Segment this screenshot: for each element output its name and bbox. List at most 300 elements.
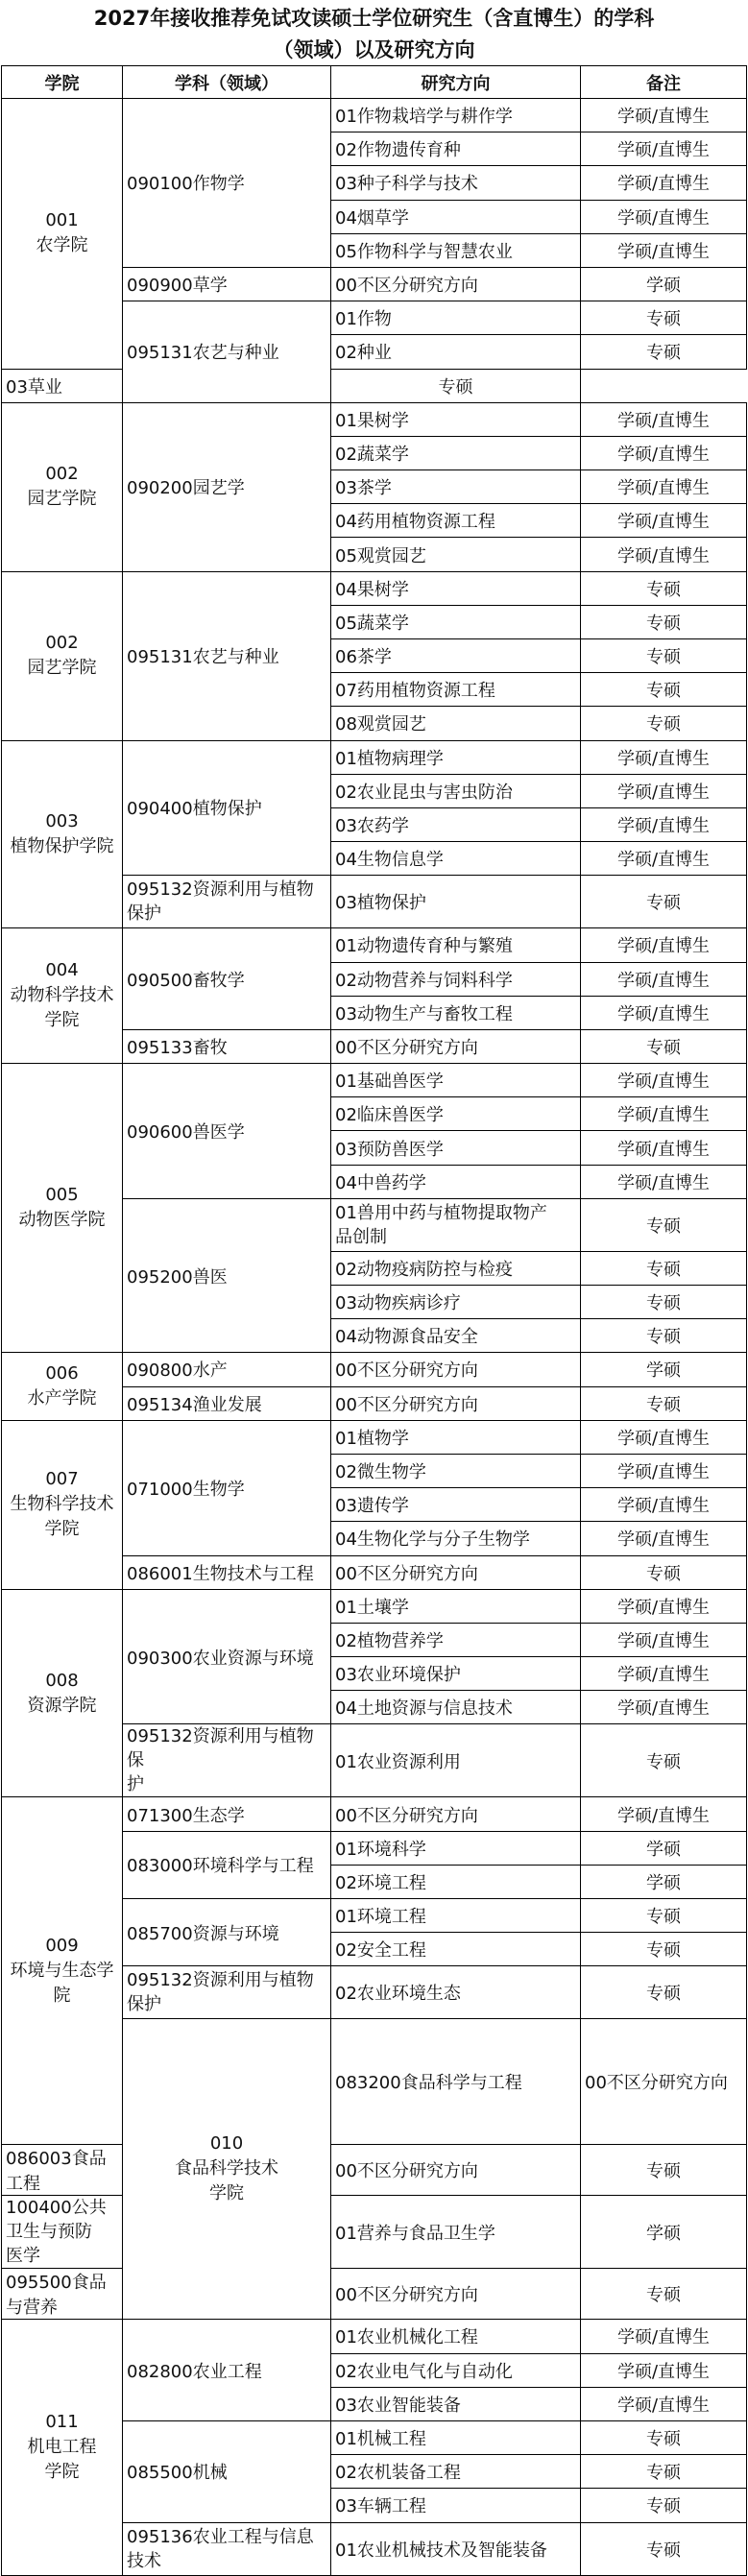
cell-text: 学硕/直博生	[616, 1630, 711, 1651]
cell-text: 机电工程	[27, 2436, 97, 2457]
cell-text: 学硕/直博生	[616, 748, 711, 769]
cell-text: 011	[45, 2411, 79, 2432]
cell-text: 095136农业工程与信息	[127, 2526, 314, 2547]
cell-text: 03草业	[6, 376, 62, 397]
note-cell	[581, 99, 747, 132]
direction-cell	[331, 538, 581, 571]
cell-text: 090600兽医学	[127, 1121, 245, 1143]
note-cell	[581, 2387, 747, 2420]
note-cell	[581, 2353, 747, 2387]
cell-text: 004	[45, 960, 79, 981]
cell-text: 04土地资源与信息技术	[335, 1698, 513, 1720]
direction-cell	[331, 876, 581, 928]
college-cell	[2, 740, 123, 928]
note-cell	[581, 707, 747, 740]
cell-text: 学硕/直博生	[616, 1428, 711, 1449]
header-college: 学院	[2, 66, 123, 99]
cell-text: 090100作物学	[127, 174, 245, 195]
cell-text: 04中兽药学	[335, 1172, 426, 1193]
note-cell	[581, 233, 747, 267]
cell-text: 071300生态学	[127, 1805, 245, 1826]
cell-text: 学硕/直博生	[616, 1172, 711, 1193]
cell-text: 农学院	[36, 235, 88, 256]
cell-text: 学硕/直博生	[616, 1462, 711, 1483]
direction-cell	[331, 1488, 581, 1522]
college-cell	[123, 2019, 331, 2320]
note-cell	[581, 1623, 747, 1656]
direction-cell	[331, 571, 581, 605]
subject-cell	[123, 99, 331, 268]
college-cell	[2, 2320, 123, 2575]
direction-cell	[331, 1029, 581, 1063]
direction-cell	[331, 1064, 581, 1097]
table-row	[2, 99, 747, 132]
cell-text: 学硕/直博生	[616, 241, 711, 262]
college-cell	[2, 928, 123, 1064]
direction-cell	[331, 267, 581, 301]
cell-text: 083000环境科学与工程	[127, 1856, 314, 1877]
note-cell	[581, 1319, 747, 1353]
note-cell	[581, 2320, 747, 2353]
cell-text: 04果树学	[335, 579, 409, 600]
cell-text: 学硕/直博生	[616, 140, 711, 161]
direction-cell	[331, 301, 581, 335]
cell-text: 院	[53, 1985, 71, 2006]
cell-text: 00不区分研究方向	[335, 1805, 478, 1826]
subject-cell	[123, 2522, 331, 2575]
cell-text: 006	[45, 1363, 79, 1384]
cell-text: 动物医学院	[18, 1210, 106, 1231]
direction-cell	[331, 996, 581, 1029]
note-cell	[581, 1198, 747, 1251]
subject-cell	[123, 402, 331, 571]
cell-text: 01兽用中药与植物提取物产	[335, 1202, 547, 1223]
note-cell	[581, 842, 747, 876]
note-cell	[581, 605, 747, 638]
cell-text: 专硕	[646, 2540, 681, 2561]
cell-text: 05蔬菜学	[335, 613, 409, 634]
direction-cell	[2, 369, 123, 402]
cell-text: 专硕	[646, 1751, 681, 1772]
note-cell	[581, 962, 747, 996]
cell-text: 01作物	[335, 309, 392, 330]
cell-text: 01土壤学	[335, 1597, 409, 1618]
direction-cell	[331, 740, 581, 774]
direction-cell	[331, 807, 581, 841]
cell-text: 083200食品科学与工程	[335, 2073, 522, 2094]
cell-text: 学院	[44, 1010, 80, 1031]
cell-text: 071000生物学	[127, 1479, 245, 1500]
direction-cell	[331, 2455, 581, 2489]
direction-cell	[331, 2320, 581, 2353]
cell-text: 04生物化学与分子生物学	[335, 1529, 530, 1551]
cell-text: 学硕/直博生	[616, 410, 711, 431]
cell-text: 01动物遗传育种与繁殖	[335, 936, 513, 957]
subject-cell	[123, 1589, 331, 1724]
cell-text: 04药用植物资源工程	[335, 512, 495, 533]
note-cell	[581, 1353, 747, 1386]
cell-text: 03车辆工程	[335, 2496, 426, 2517]
note-cell	[581, 1865, 747, 1898]
direction-cell	[331, 2489, 581, 2522]
cell-text: 专硕	[646, 2496, 681, 2517]
direction-cell	[331, 1966, 581, 2019]
cell-text: 04生物信息学	[335, 850, 444, 871]
cell-text: 095133畜牧	[127, 1037, 228, 1058]
direction-cell	[581, 2019, 747, 2145]
cell-text: 学硕/直博生	[616, 816, 711, 837]
cell-text: 002	[45, 464, 79, 485]
cell-text: 05作物科学与智慧农业	[335, 241, 513, 262]
table-row	[2, 928, 747, 962]
note-cell	[581, 1966, 747, 2019]
direction-cell	[331, 1831, 581, 1865]
cell-text: 08观赏园艺	[335, 714, 426, 735]
table-row	[2, 369, 747, 402]
cell-text: 学硕/直博生	[616, 1105, 711, 1126]
note-cell	[581, 1899, 747, 1933]
subject-cell	[123, 571, 331, 740]
cell-text: 03植物保护	[335, 893, 426, 914]
note-cell	[581, 1251, 747, 1285]
cell-text: 03农业智能装备	[335, 2395, 461, 2416]
cell-text: 专硕	[646, 1563, 681, 1584]
cell-text: 专硕	[646, 893, 681, 914]
subject-cell	[123, 1831, 331, 1898]
cell-text: 01农业机械化工程	[335, 2327, 478, 2348]
cell-text: 02农业昆虫与害虫防治	[335, 782, 513, 803]
subject-cell	[123, 1724, 331, 1797]
cell-text: 环境与生态学	[10, 1960, 114, 1981]
cell-text: 02动物疫病防控与检疫	[335, 1259, 513, 1280]
cell-text: 学硕/直博生	[616, 1698, 711, 1720]
cell-text: 学硕/直博生	[616, 207, 711, 229]
cell-text: 学硕	[646, 1872, 681, 1893]
cell-text: 090900草学	[127, 276, 228, 297]
cell-text: 资源学院	[27, 1695, 97, 1716]
cell-text: 专硕	[646, 1907, 681, 1928]
direction-cell	[331, 1933, 581, 1966]
header-direction: 研究方向	[331, 66, 581, 99]
cell-text: 01果树学	[335, 410, 409, 431]
cell-text: 00不区分研究方向	[335, 1037, 478, 1058]
subject-cell	[123, 1420, 331, 1555]
cell-text: 03农药学	[335, 816, 409, 837]
cell-text: 01环境工程	[335, 1907, 426, 1928]
note-cell	[581, 436, 747, 469]
cell-text: 02微生物学	[335, 1462, 426, 1483]
subject-cell	[123, 1797, 331, 1831]
cell-text: 090300农业资源与环境	[127, 1648, 314, 1669]
cell-text: 01营养与食品卫生学	[335, 2223, 495, 2244]
note-cell	[581, 639, 747, 673]
cell-text: 专硕	[646, 1940, 681, 1962]
cell-text: 食品科学技术	[175, 2158, 278, 2179]
cell-text: 专硕	[646, 1293, 681, 1314]
subject-cell	[123, 1198, 331, 1353]
cell-text: 学硕/直博生	[616, 936, 711, 957]
cell-text: 086001生物技术与工程	[127, 1563, 314, 1584]
cell-text: 学硕/直博生	[616, 1071, 711, 1093]
cell-text: 品创制	[335, 1226, 387, 1247]
cell-text: 专硕	[646, 1037, 681, 1058]
cell-text: 03农业环境保护	[335, 1665, 461, 1686]
subject-cell	[123, 1353, 331, 1386]
cell-text: 01植物学	[335, 1428, 409, 1449]
note-cell	[581, 1831, 747, 1865]
subject-cell	[123, 876, 331, 928]
page-title	[0, 0, 748, 65]
direction-cell	[331, 1353, 581, 1386]
cell-text: 086003食品工程	[6, 2149, 107, 2195]
note-cell	[581, 1165, 747, 1198]
table-row	[2, 402, 747, 436]
cell-text: 专硕	[646, 1394, 681, 1415]
note-cell	[581, 2269, 747, 2320]
college-cell	[2, 1420, 123, 1589]
cell-text: 008	[45, 1670, 79, 1691]
cell-text: 学硕/直博生	[616, 478, 711, 499]
direction-cell	[331, 1251, 581, 1285]
table-row	[2, 571, 747, 605]
note-cell	[581, 200, 747, 233]
subject-cell	[123, 267, 331, 301]
note-cell	[581, 538, 747, 571]
direction-cell	[331, 1555, 581, 1589]
cell-text: 090400植物保护	[127, 799, 262, 820]
cell-text: 02种业	[335, 343, 392, 364]
cell-text: 06茶学	[335, 647, 392, 668]
cell-text: 园艺学院	[27, 489, 97, 510]
direction-cell	[331, 335, 581, 369]
cell-text: 03种子科学与技术	[335, 174, 478, 195]
direction-cell	[331, 1797, 581, 1831]
note-cell	[581, 2522, 747, 2575]
cell-text: 005	[45, 1185, 79, 1206]
direction-cell	[331, 2522, 581, 2575]
cell-text: 植物保护学院	[10, 835, 114, 856]
cell-text: 专硕	[646, 613, 681, 634]
subject-cell	[123, 740, 331, 876]
direction-cell	[331, 2145, 581, 2196]
cell-text: 02蔬菜学	[335, 444, 409, 465]
direction-cell	[331, 774, 581, 807]
cell-text: 00不区分研究方向	[335, 2285, 478, 2306]
cell-text: 医学	[6, 2246, 40, 2267]
cell-text: 学硕/直博生	[616, 850, 711, 871]
header-note: 备注	[581, 66, 747, 99]
cell-text: 01环境科学	[335, 1839, 426, 1860]
table-body	[2, 99, 747, 2576]
table-header-row	[2, 66, 747, 99]
program-table	[1, 65, 747, 2576]
direction-cell	[331, 1286, 581, 1319]
cell-text: 02农业环境生态	[335, 1984, 461, 2005]
cell-text: 学硕/直博生	[616, 2327, 711, 2348]
note-cell	[581, 2455, 747, 2489]
cell-text: 01基础兽医学	[335, 1071, 444, 1093]
note-cell	[581, 996, 747, 1029]
note-cell	[581, 267, 747, 301]
cell-text: 00不区分研究方向	[335, 2161, 478, 2182]
subject-cell	[123, 2420, 331, 2522]
cell-text: 学硕/直博生	[616, 545, 711, 566]
cell-text: 专硕	[646, 309, 681, 330]
direction-cell	[331, 1623, 581, 1656]
cell-text: 学硕/直博生	[616, 782, 711, 803]
cell-text: 02安全工程	[335, 1940, 426, 1962]
cell-text: 010	[209, 2133, 244, 2155]
direction-cell	[331, 962, 581, 996]
cell-text: 02农机装备工程	[335, 2463, 461, 2484]
note-cell	[581, 1454, 747, 1487]
direction-cell	[331, 1724, 581, 1797]
note-cell	[581, 335, 747, 369]
cell-text: 学硕/直博生	[616, 1139, 711, 1160]
cell-text: 学硕	[646, 1360, 681, 1382]
college-cell	[2, 99, 123, 370]
cell-text: 090200园艺学	[127, 478, 245, 499]
note-cell	[581, 132, 747, 166]
direction-cell	[331, 233, 581, 267]
cell-text: 专硕	[646, 1984, 681, 2005]
cell-text: 04动物源食品安全	[335, 1327, 478, 1348]
note-cell	[581, 1420, 747, 1454]
cell-text: 095200兽医	[127, 1266, 228, 1288]
cell-text: 学硕	[646, 1839, 681, 1860]
cell-text: 01机械工程	[335, 2429, 426, 2450]
cell-text: 02农业电气化与自动化	[335, 2361, 513, 2382]
note-cell	[581, 504, 747, 538]
cell-text: 专硕	[646, 343, 681, 364]
cell-text: 095500食品与营养	[6, 2273, 107, 2319]
subject-cell	[123, 1386, 331, 1420]
cell-text: 学硕/直博生	[616, 2361, 711, 2382]
note-cell	[581, 470, 747, 504]
cell-text: 动物科学技术	[10, 985, 114, 1006]
cell-text: 02环境工程	[335, 1872, 426, 1893]
cell-text: 095131农艺与种业	[127, 343, 279, 364]
note-cell	[581, 166, 747, 200]
cell-text: 085500机械	[127, 2463, 228, 2484]
note-cell	[581, 1386, 747, 1420]
table-row	[2, 2269, 747, 2320]
subject-cell	[2, 2269, 123, 2320]
title-line-1: 2027年接收推荐免试攻读硕士学位研究生（含直博生）的学科	[93, 7, 655, 30]
direction-cell	[331, 1865, 581, 1898]
cell-text: 095132资源利用与植物	[127, 879, 314, 901]
note-cell	[581, 1657, 747, 1691]
cell-text: 095131农艺与种业	[127, 647, 279, 668]
cell-text: 090500畜牧学	[127, 970, 245, 991]
note-cell	[581, 1097, 747, 1131]
note-cell	[581, 1797, 747, 1831]
cell-text: 学硕/直博生	[616, 1496, 711, 1517]
direction-cell	[331, 200, 581, 233]
direction-cell	[331, 402, 581, 436]
note-cell	[581, 1933, 747, 1966]
college-cell	[2, 1064, 123, 1353]
note-cell	[581, 1286, 747, 1319]
cell-text: 专硕	[646, 647, 681, 668]
cell-text: 03动物生产与畜牧工程	[335, 1003, 513, 1024]
note-cell	[581, 1029, 747, 1063]
cell-text: 学院	[209, 2183, 244, 2204]
cell-text: 技术	[127, 2550, 161, 2571]
cell-text: 07药用植物资源工程	[335, 681, 495, 702]
cell-text: 00不区分研究方向	[335, 1394, 478, 1415]
direction-cell	[331, 639, 581, 673]
cell-text: 专硕	[646, 579, 681, 600]
subject-cell	[331, 2019, 581, 2145]
cell-text: 学硕/直博生	[616, 107, 711, 128]
cell-text: 专硕	[646, 2429, 681, 2450]
direction-cell	[331, 99, 581, 132]
direction-cell	[331, 928, 581, 962]
college-cell	[2, 1353, 123, 1420]
subject-cell	[123, 1029, 331, 1063]
cell-text: 学硕/直博生	[616, 1529, 711, 1551]
note-cell	[581, 1522, 747, 1555]
cell-text: 095134渔业发展	[127, 1394, 262, 1415]
cell-text: 专硕	[646, 681, 681, 702]
cell-text: 001	[45, 210, 79, 231]
cell-text: 专硕	[646, 714, 681, 735]
cell-text: 学硕/直博生	[616, 512, 711, 533]
cell-text: 学硕/直博生	[616, 1805, 711, 1826]
direction-cell	[331, 707, 581, 740]
note-cell	[581, 1131, 747, 1165]
subject-cell	[123, 928, 331, 1030]
direction-cell	[331, 436, 581, 469]
cell-text: 学硕/直博生	[616, 2395, 711, 2416]
cell-text: 专硕	[646, 1259, 681, 1280]
cell-text: 保护	[127, 1994, 161, 2015]
direction-cell	[331, 2269, 581, 2320]
cell-text: 00不区分研究方向	[335, 1360, 478, 1382]
table-row	[2, 2196, 747, 2269]
cell-text: 095132资源利用与植物	[127, 1970, 314, 1991]
subject-cell	[123, 2320, 331, 2421]
note-cell	[581, 301, 747, 335]
cell-text: 04烟草学	[335, 207, 409, 229]
cell-text: 专硕	[646, 2285, 681, 2306]
table-row	[2, 1797, 747, 1831]
direction-cell	[331, 1198, 581, 1251]
direction-cell	[331, 1691, 581, 1724]
note-cell	[581, 1488, 747, 1522]
direction-cell	[331, 1097, 581, 1131]
table-row	[2, 1589, 747, 1623]
direction-cell	[331, 2420, 581, 2454]
subject-cell	[2, 2145, 123, 2196]
cell-text: 085700资源与环境	[127, 1923, 279, 1944]
college-cell	[2, 402, 123, 571]
cell-text: 专硕	[646, 2463, 681, 2484]
cell-text: 00不区分研究方向	[335, 276, 478, 297]
table-row	[2, 1353, 747, 1386]
note-cell	[581, 1589, 747, 1623]
college-cell	[2, 1797, 123, 2145]
table-row	[2, 740, 747, 774]
cell-text: 01农业机械技术及智能装备	[335, 2540, 547, 2561]
table-row	[2, 1064, 747, 1097]
cell-text: 水产学院	[27, 1388, 97, 1409]
cell-text: 03遗传学	[335, 1496, 409, 1517]
table-row	[2, 2320, 747, 2353]
subject-cell	[123, 1899, 331, 1966]
note-cell	[581, 774, 747, 807]
